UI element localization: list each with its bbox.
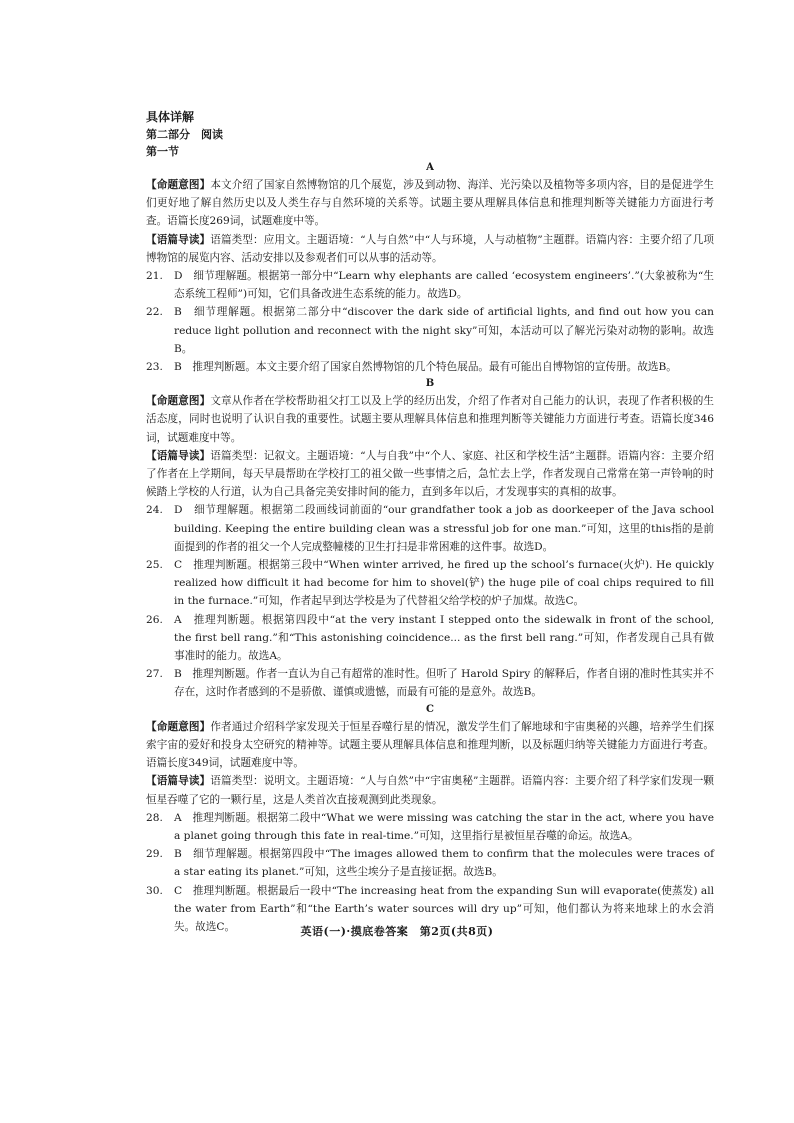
question-explanation <box>174 303 714 358</box>
page-footer: 英语(一)·摸底卷答案 第2页(共8页) <box>300 925 494 938</box>
question-number: 24. <box>146 504 163 517</box>
question-item <box>146 267 714 303</box>
question-number: 21. <box>146 270 163 283</box>
passages-container <box>146 160 714 936</box>
passage-letter: C <box>426 703 434 715</box>
question-item <box>146 556 714 611</box>
intent-paragraph <box>146 176 714 231</box>
explanation-text: 推理判断题。作者一直认为自己有超常的准时性。但听了 Harold Spiry 的解释后，作者自诩的准时性其实并不存在，这时作者感到的不是骄傲、谨慎或遗憾，而最有可能的是意外。故选B。 <box>174 668 714 699</box>
paragraph-text: 作者通过介绍科学家发现关于恒星吞噬行星的情况，激发学生们了解地球和宇宙奥秘的兴趣，培养学生们探索宇宙的爱好和投身太空研究的精神等。试题主要从理解具体信息和推理判断，以及标题归纳等关键能力方面进行考查。语篇长度349词，试题难度中等。 <box>146 720 715 770</box>
question-number: 28. <box>146 811 163 824</box>
passage-block <box>146 376 714 701</box>
question-explanation <box>174 665 714 701</box>
question-number: 27. <box>146 668 163 681</box>
paragraph-tag: 【命题意图】 <box>146 720 211 733</box>
question-answer: A <box>174 613 182 626</box>
paragraph-text: 语篇类型：记叙文。主题语境：“人与自我”中“个人、家庭、社区和学校生活”主题群。语篇内容：主要介绍了作者在上学期间，每天早晨帮助在学校打工的祖父做一些事情之后，急忙去上学，作者发现自己常常在第一声铃响的时候踏上学校的人行道，认为自己具备完美安排时间的能力，直到多年以后，才发现事实的真相的故事。 <box>146 449 714 499</box>
question-number: 30. <box>146 884 163 897</box>
page-content <box>146 108 714 936</box>
paragraph-text: 语篇类型：说明文。主题语境：“人与自然”中“宇宙奥秘”主题群。语篇内容：主要介绍了科学家们发现一颗恒星吞噬了它的一颗行星，这是人类首次直接观测到此类现象。 <box>146 775 714 806</box>
question-answer: C <box>174 884 183 897</box>
question-answer: C <box>174 559 183 572</box>
explanation-text: 细节理解题。根据第二部分中“discover the dark side of artificial lights, and find out how you can reduce light pollution and reconnect with the night sky”可知，本活动可以了解光污染对动物的影响。故选B。 <box>174 306 714 355</box>
question-number: 29. <box>146 848 163 861</box>
guide-paragraph <box>146 447 714 502</box>
explanation-text: 细节理解题。根据第二段画线词前面的“our grandfather took a job as doorkeeper of the Java school building. Keeping the entire building clean was a stressful job for one man.”可知，这里的this指的是前面提到的作者的祖父一个人完成整幢楼的卫生打扫是非常困难的这件事。故选D。 <box>174 504 714 553</box>
passage-block <box>146 160 714 376</box>
paragraph-text: 文章从作者在学校帮助祖父打工以及上学的经历出发，介绍了作者对自己能力的认识，表现了作者积极的生活态度，同时也说明了认识自我的重要性。试题主要从理解具体信息和推理判断等关键能力方面进行考查。语篇长度346词，试题难度中等。 <box>146 395 715 444</box>
question-explanation <box>174 845 714 881</box>
explanation-text: 推理判断题。根据第四段中“at the very instant I stepped onto the sidewalk in front of the school, the first bell rang.”和“This astonishing coincidence... as the first bell rang.”可知，作者发现自己具有做事准时的能力。故选A。 <box>174 613 714 663</box>
passage-block <box>146 702 714 936</box>
question-explanation <box>174 501 714 556</box>
question-answer: B <box>174 848 182 861</box>
question-item <box>146 845 714 881</box>
explanation-text: 细节理解题。根据第一部分中“Learn why elephants are called ‘ecosystem engineers’.”(大象被称为“生态系统工程师”)可知，它们具备改进生态系统的能力。故选D。 <box>174 270 714 301</box>
paragraph-tag: 【命题意图】 <box>146 395 211 408</box>
question-answer: B <box>174 306 182 319</box>
paragraph-text: 语篇类型：应用文。主题语境：“人与自然”中“人与环境，人与动植物”主题群。语篇内容：主要介绍了几项博物馆的展览内容、活动安排以及参观者们可以从事的活动等。 <box>146 233 714 264</box>
explanation-text: 推理判断题。根据最后一段中“The increasing heat from the expanding Sun will evaporate(使蒸发) all the water from Earth”和“the Earth’s water sources will dry up”可知，他们都认为将来地球上的水会消失。故选C。 <box>174 884 714 933</box>
page-title: 具体详解 <box>146 110 195 124</box>
question-explanation <box>174 267 714 303</box>
explanation-text: 推理判断题。根据第二段中“What we were missing was catching the star in the act, where you have a planet going through this fate in real-time.”可知，这里指行星被恒星吞噬的命运。故选A。 <box>174 811 714 842</box>
intent-paragraph <box>146 392 714 447</box>
passage-letter: B <box>425 378 435 390</box>
question-answer: D <box>174 270 183 283</box>
question-answer: A <box>174 811 182 824</box>
intent-paragraph <box>146 718 714 773</box>
question-item <box>146 665 714 701</box>
question-item <box>146 611 714 666</box>
question-explanation <box>174 556 714 611</box>
question-answer: B <box>174 668 182 681</box>
part-heading: 第二部分 阅读 <box>146 128 223 141</box>
paragraph-tag: 【语篇导读】 <box>146 449 211 462</box>
section-heading: 第一节 <box>146 145 179 158</box>
question-number: 23. <box>146 361 163 374</box>
question-item <box>146 303 714 358</box>
question-answer: B <box>174 361 182 374</box>
question-explanation <box>174 611 714 666</box>
paragraph-tag: 【语篇导读】 <box>146 233 211 246</box>
question-explanation <box>174 358 714 376</box>
explanation-text: 细节理解题。根据第四段中“The images allowed them to confirm that the molecules were traces of a star eating its planet.”可知，这些尘埃分子是直接证据。故选B。 <box>174 848 714 879</box>
question-number: 22. <box>146 306 163 319</box>
guide-paragraph <box>146 772 714 808</box>
explanation-text: 推理判断题。根据第三段中“When winter arrived, he fired up the school’s furnace(火炉). He quickly realized how difficult it had become for him to shovel(铲) the huge pile of coal chips required to fill in the furnace.”可知，作者起早到达学校是为了代替祖父给学校的炉子加煤。故选C。 <box>174 559 714 608</box>
question-item <box>146 809 714 845</box>
guide-paragraph <box>146 231 714 267</box>
passage-letter: A <box>426 162 434 173</box>
question-number: 26. <box>146 613 163 626</box>
question-item <box>146 358 714 376</box>
paragraph-tag: 【命题意图】 <box>146 179 211 191</box>
question-explanation <box>174 809 714 845</box>
question-answer: D <box>174 504 183 517</box>
question-item <box>146 501 714 556</box>
explanation-text: 推理判断题。本文主要介绍了国家自然博物馆的几个特色展品。最有可能出自博物馆的宣传册。故选B。 <box>181 361 677 374</box>
question-number: 25. <box>146 559 163 572</box>
paragraph-tag: 【语篇导读】 <box>146 775 211 788</box>
paragraph-text: 本文介绍了国家自然博物馆的几个展览，涉及到动物、海洋、光污染以及植物等多项内容，目的是促进学生们更好地了解自然历史以及人类生存与自然环境的关系等。试题主要从理解具体信息和推理判断等关键能力方面进行考查。语篇长度269词，试题难度中等。 <box>146 179 715 228</box>
